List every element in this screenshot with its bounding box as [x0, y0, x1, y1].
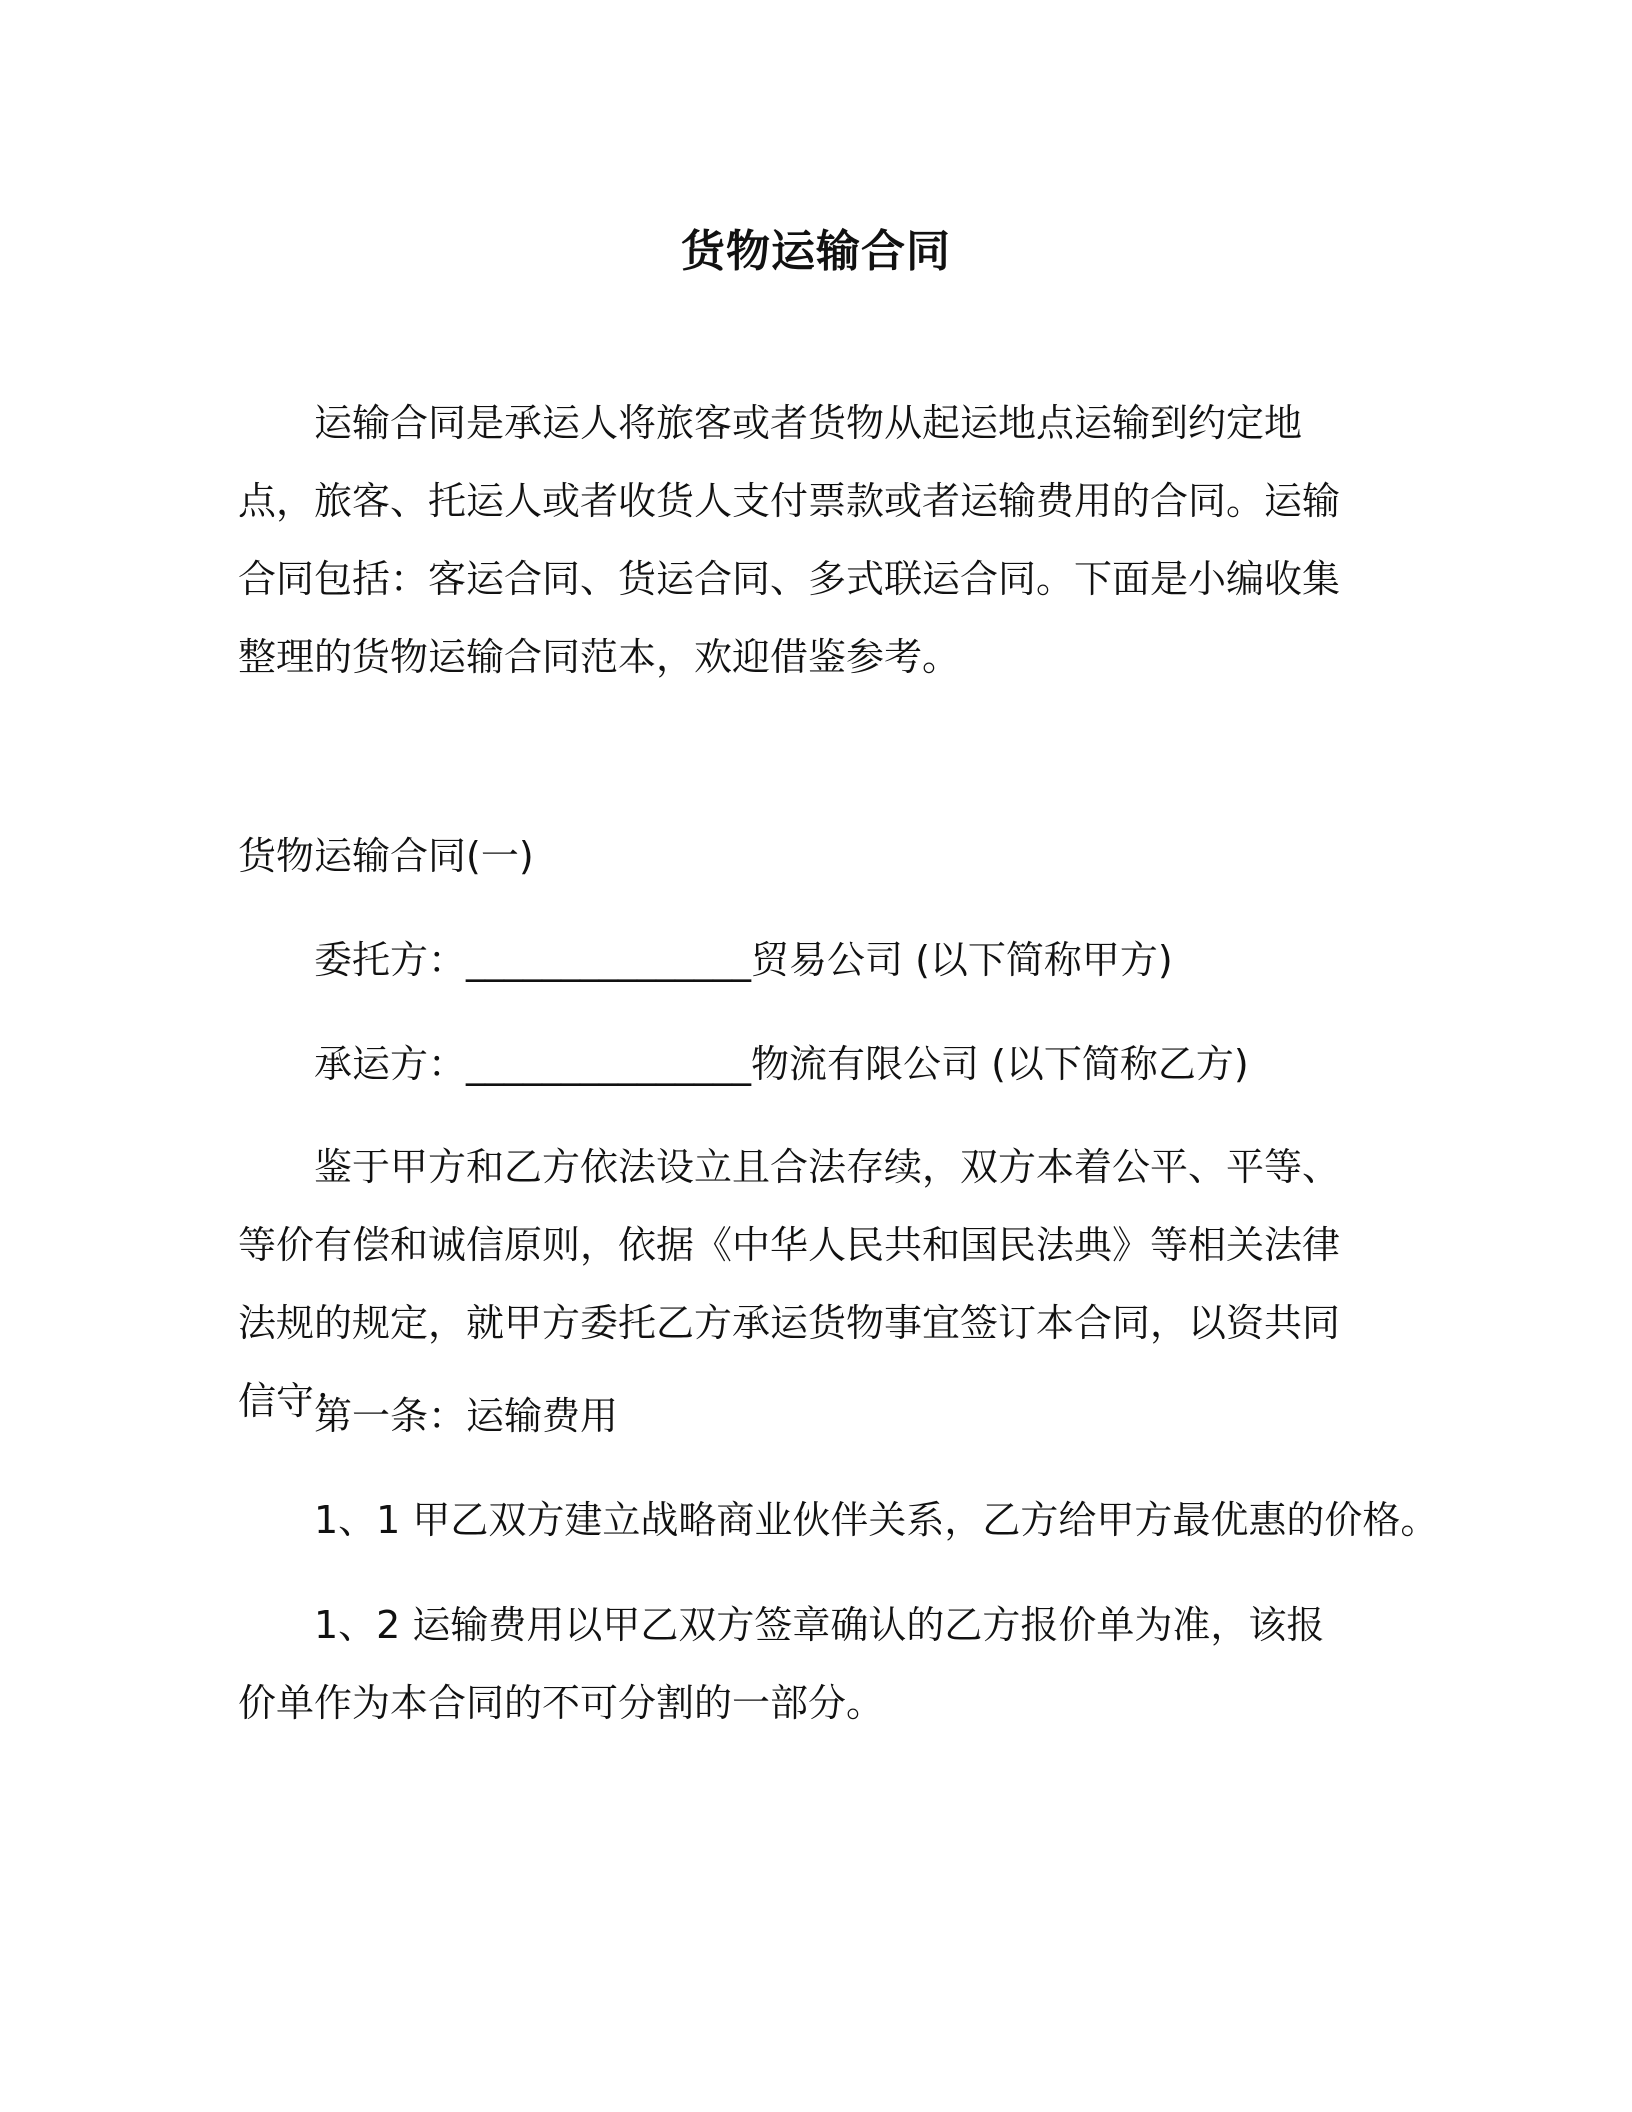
consignor-line: 委托方：_______________贸易公司 (以下简称甲方) [314, 938, 1173, 982]
intro-paragraph: 运输合同是承运人将旅客或者货物从起运地点运输到约定地点，旅客、托运人或者收货人支付票款或者运输费用的合同。运输合同包括：客运合同、货运合同、多式联运合同。下面是小编收集整理的货物运输合同范本，欢迎借鉴参考。 [238, 401, 1341, 679]
carrier-line: 承运方：_______________物流有限公司 (以下简称乙方) [314, 1042, 1249, 1086]
recital-paragraph: 鉴于甲方和乙方依法设立且合法存续，双方本着公平、平等、等价有偿和诚信原则，依据《中华人民共和国民法典》等相关法律法规的规定，就甲方委托乙方承运货物事宜签订本合同，以资共同信守： [238, 1145, 1341, 1423]
clause-1-1: 1、1 甲乙双方建立战略商业伙伴关系，乙方给甲方最优惠的价格。 [314, 1498, 1439, 1542]
clause-1-2: 1、2 运输费用以甲乙双方签章确认的乙方报价单为准，该报价单作为本合同的不可分割的一部分。 [238, 1603, 1325, 1725]
document-title: 货物运输合同 [681, 226, 951, 277]
article-1-title: 第一条：运输费用 [314, 1394, 619, 1438]
section-title: 货物运输合同(一) [238, 834, 534, 878]
